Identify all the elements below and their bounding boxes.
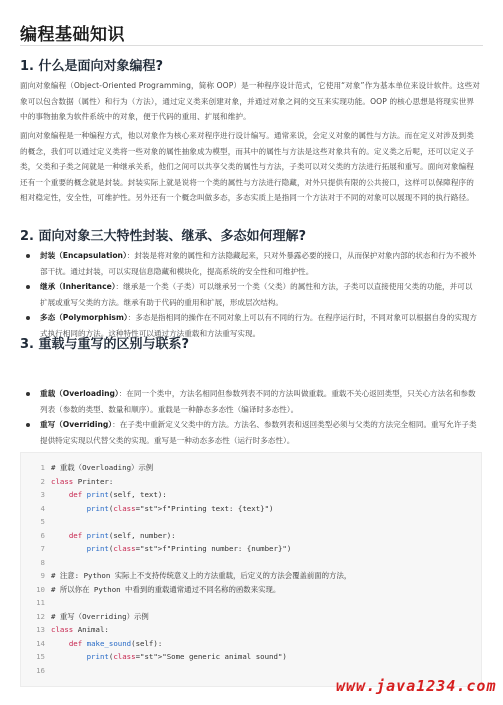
code-line-number: 11 bbox=[36, 598, 45, 607]
list-item bbox=[20, 417, 480, 448]
code-line-text: print(class="st">"Some generic animal sound") bbox=[86, 652, 287, 661]
bullet-dot-icon bbox=[26, 392, 30, 396]
section-3-list bbox=[20, 386, 480, 448]
code-line-text: # 重载（Overloading）示例 bbox=[51, 463, 154, 472]
code-line bbox=[21, 556, 481, 570]
code-line-number: 4 bbox=[40, 503, 45, 513]
code-line-text: # 注意: Python 实际上不支持传统意义上的方法重载，后定义的方法会覆盖前面的方法， bbox=[51, 571, 352, 580]
code-line-text: class Animal: bbox=[51, 625, 109, 634]
list-item-text: ：在子类中重新定义父类中的方法。方法名、参数列表和返回类型必须与父类的方法完全相同。重写允许子类提供特定实现以代替父类的实现。重写是一种动态多态性（运行时多态性）。 bbox=[40, 420, 477, 445]
code-line-number: 12 bbox=[36, 611, 45, 621]
code-line-number: 10 bbox=[36, 584, 45, 594]
list-item-text: ：多态是指相同的操作在不同对象上可以有不同的行为。在程序运行时，不同对象可以根据自身的实现方式执行相同的方法。这种特性可以通过方法重载和方法重写实现。 bbox=[40, 313, 477, 338]
list-item-text: ：在同一个类中，方法名相同但参数列表不同的方法叫做重载。重载不关心返回类型，只关心方法名和参数列表（参数的类型、数量和顺序）。重载是一种静态多态性（编译时多态性）。 bbox=[40, 389, 476, 414]
list-item-term: 继承（Inheritance） bbox=[40, 282, 116, 291]
code-line bbox=[21, 461, 481, 475]
code-line-text: def print(self, number): bbox=[68, 530, 176, 540]
code-line bbox=[21, 596, 481, 610]
list-item bbox=[20, 279, 480, 310]
code-line bbox=[21, 488, 481, 502]
code-line-number: 5 bbox=[40, 517, 45, 526]
list-item-text: ：封装是将对象的属性和方法隐藏起来，只对外暴露必要的接口，从而保护对象内部的状态和行为不被外部干扰。通过封装，可以实现信息隐藏和模块化，提高系统的安全性和可维护性。 bbox=[40, 251, 477, 276]
page-title: 编程基础知识 bbox=[20, 25, 125, 45]
code-line-text: print(class="st">f"Printing text: {text}") bbox=[86, 503, 274, 513]
code-line-number: 6 bbox=[40, 530, 45, 540]
section-1-paragraph-1: 面向对象编程（Object-Oriented Programming，简称 OOP）是一种程序设计范式，它使用“对象”作为基本单位来设计软件。这些对象可以包含数据（属性）和行为（方法），通过定义类来创建对象，并通过对象之间的交互来实现功能。OOP 的核心思想是将现实世界中的事物抽象为软件系统中的对象，便于代码的重用、扩展和维护。 bbox=[20, 81, 480, 121]
watermark: www.java1234.com bbox=[336, 677, 497, 695]
code-line-number: 16 bbox=[36, 665, 45, 675]
code-line-number: 8 bbox=[40, 557, 45, 567]
list-item-term: 重载（Overloading） bbox=[40, 389, 119, 398]
list-item-term: 多态（Polymorphism） bbox=[40, 313, 128, 322]
code-line bbox=[21, 664, 481, 678]
list-item-text: ：继承是一个类（子类）可以继承另一个类（父类）的属性和方法，子类可以直接使用父类的功能，并可以扩展或重写父类的方法。继承有助于代码的重用和扩展，形成层次结构。 bbox=[40, 282, 473, 307]
bullet-dot-icon bbox=[26, 254, 30, 258]
section-heading-3: 3. 重载与重写的区别与联系? bbox=[20, 337, 190, 352]
code-line bbox=[21, 502, 481, 516]
code-line bbox=[21, 583, 481, 597]
code-line bbox=[21, 529, 481, 543]
code-line-text: print(class="st">f"Printing number: {number}") bbox=[86, 544, 292, 553]
code-line-number: 7 bbox=[40, 544, 45, 553]
code-line bbox=[21, 542, 481, 556]
code-line-text: def print(self, text): bbox=[68, 490, 167, 499]
code-line bbox=[21, 623, 481, 637]
list-item bbox=[20, 386, 480, 417]
code-line-text: # 重写（Overriding）示例 bbox=[51, 611, 149, 621]
bullet-dot-icon bbox=[26, 285, 30, 289]
list-item-term: 重写（Overriding） bbox=[40, 420, 113, 429]
code-line-number: 1 bbox=[40, 463, 45, 472]
code-line-text: def make_sound(self): bbox=[68, 638, 163, 648]
section-heading-2: 2. 面向对象三大特性封装、继承、多态如何理解? bbox=[20, 229, 307, 244]
code-line bbox=[21, 637, 481, 651]
section-1-paragraph-2: 面向对象编程是一种编程方式，他以对象作为核心来对程序进行设计编写。通常来说，会定义对象的属性与方法。而在定义对涉及到类的概念，我们可以通过定义类将一些对象的属性抽象成为模型，而其中的属性与方法是这些对象共有的。定义类之后呢，还可以定义子类，父类和子类之间就是一种继承关系，他们之间可以共享父类的属性与方法，子类可以对父类的方法进行拓展和重写。面向对象编程还有一个重要的概念就是封装。封装实际上就是说将一个类的属性与方法进行隐藏，对外只提供有限的公共接口，这样可以保障程序的相对稳定性，安全性，可维护性。另外还有一个概念叫做多态，多态实质上是指同一个方法对于不同的对象可以展现不同的执行路径。 bbox=[20, 131, 474, 202]
section-2-list bbox=[20, 248, 480, 341]
bullet-dot-icon bbox=[26, 316, 30, 320]
section-heading-1: 1. 什么是面向对象编程? bbox=[20, 59, 164, 74]
title-divider bbox=[20, 45, 483, 46]
code-line bbox=[21, 650, 481, 664]
code-line-number: 2 bbox=[40, 476, 45, 486]
code-line bbox=[21, 610, 481, 624]
code-line-number: 15 bbox=[36, 652, 45, 661]
code-line-text: # 所以你在 Python 中看到的重载通常通过不同名称的函数来实现。 bbox=[51, 584, 281, 594]
code-line-number: 14 bbox=[36, 638, 45, 648]
code-line-number: 3 bbox=[40, 490, 45, 499]
list-item bbox=[20, 248, 480, 279]
bullet-dot-icon bbox=[26, 423, 30, 427]
code-line-number: 13 bbox=[36, 625, 45, 634]
code-line bbox=[21, 569, 481, 583]
code-line bbox=[21, 475, 481, 489]
code-block bbox=[20, 452, 482, 687]
code-line bbox=[21, 515, 481, 529]
code-line-number: 9 bbox=[40, 571, 45, 580]
list-item-term: 封装（Encapsulation） bbox=[40, 251, 127, 260]
code-line-text: class Printer: bbox=[51, 476, 114, 486]
